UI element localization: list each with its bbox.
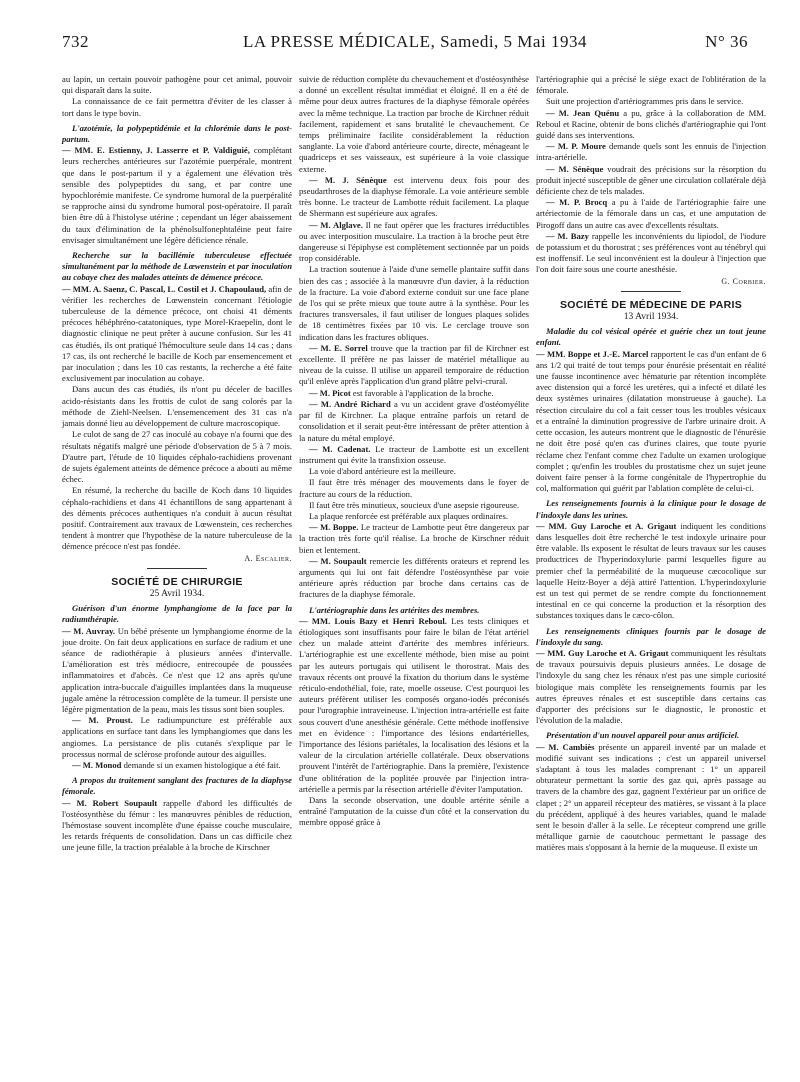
section-divider <box>621 291 681 292</box>
speaker-name: — M. Monod <box>72 759 122 770</box>
article-bacillemie <box>62 250 292 384</box>
article-title: L'artériographie dans les artérites des membres. <box>309 604 480 615</box>
paragraph <box>299 522 529 556</box>
signature: G. Corbier. <box>721 276 766 286</box>
paragraph <box>299 444 529 466</box>
article-authors: — M. Auvray. <box>62 625 116 636</box>
article-authors: — M. Cambiès <box>536 741 595 752</box>
page-number: 732 <box>62 32 89 51</box>
article-text: rappelle d'abord les difficultés de l'ostéosynthèse du fémur : les manœuvres pénibles de réduction, l'hémostase souvent incomplète d'une épaisse couche musculaire, les retards fréquents de consolidation. Dans un cas difficile chez une jeune fille, la traction préalable à la broche de Kirschner <box>62 797 292 853</box>
article-authors: — MM. Boppe et J.-E. Marcel <box>536 348 649 359</box>
speaker-name: — M. André Richard <box>309 398 391 409</box>
article-title: A propos du traitement sanglant des fractures de la diaphyse fémorale. <box>62 775 292 797</box>
paragraph <box>536 164 766 198</box>
speaker-name: — M. J. Sénèque <box>309 174 387 185</box>
article-text: indiquent les conditions dans lesquelles doit être recherché le test indoxyle urinaire pour être valable. Ils exposent le résultat de leurs travaux sur les causes productrices de l'hyperindoxylurie parmi lesquelles figure au premier chef la perméabilité de la muqueuse cæcocolique sur laquelle Heitz-Boyer a déjà attiré l'attention. L'hyperindoxylurie est un test qui permet de se rendre compte du fonctionnement intestinal en ce qui concerne la production et la résorption des substances toxiques dans le cæco-côlon. <box>536 520 766 621</box>
article-text: complétant leurs recherches antérieures sur l'azotémie puerpérale, montrent que dans le post-partum il y a également une élévation très sensible des polypeptides du sang, et par contre une hypochlorémie manifeste. Ce syndrome humoral de la puerpéralité se rapproche ainsi du syndrome humoral post-opératoire. Il paraît bien être dû à l'histolyse utérine ; cependant un léger abaissement du taux d'élimination de la phénolsulfonephtaléine peut faire envisager simultanément une légère déficience rénale. <box>62 145 292 245</box>
speaker-text: a vu un accident grave d'ostéomyélite par fil de Kirchner. La plaque entraîne parfois un retard de consolidation et il serait peut-être intéressant de prêter attention à la nature du métal employé. <box>299 398 529 443</box>
article-title: Les renseignements cliniques fournis par le dosage de l'indoxyle du sang. <box>536 625 766 647</box>
section-heading: SOCIÉTÉ DE CHIRURGIE <box>111 575 243 588</box>
signature: A. Escalier. <box>244 553 292 563</box>
paragraph <box>299 175 529 220</box>
article-text: présente un appareil inventé par un malade et modifié suivant ses indications ; c'est un appareil universel s'adaptant à tous les malades comprenant : 1° un appareil obturateur permettant la sortie des gaz qui, après passage au travers de la chambre des gaz, gagnent l'extérieur par un orifice de clapet ; 2° un appareil récepteur des matières, se vissant à la place du précédent, appliqué à des heures variables, quand le malade sent le besoin d'aller à la selle. Le récepteur comprend une grille métallique garnie de caoutchouc permettant le passage des matières mais s'opposant à la hernie de la muqueuse. Il existe un <box>536 741 767 853</box>
speaker-text: voudrait des précisions sur la résorption du produit injecté susceptible de gêner une circulation collatérale déjà déficiente chez de tels malades. <box>536 163 766 197</box>
article-text: communiquent les résultats de travaux poursuivis depuis plusieurs années. Le dosage de l'indoxyle du sang chez les rénaux n'est pas une simple curiosité biologique mais complète les renseignements fournis par les autres épreuves rénales et est susceptible dans certains cas d'apporter des précisions sur le diagnostic, le pronostic et l'évolution de la maladie. <box>536 647 766 726</box>
speaker-name: — M. E. Sorrel <box>309 342 368 353</box>
paragraph: La traction soutenue à l'aide d'une semelle plantaire suffit dans bien des cas ; associée à la manœuvre d'un davier, à la réduction de la fracture. La voie d'abord externe conduit sur une face plane de l'os qui se prête mieux que toute autre à la synthèse. Pour les fractures transversales, il faut utiliser de longues plaques solides de 18 centimètres fixées par 10 vis. Le cerclage trouve son indication dans les fractures obliques. <box>299 264 529 342</box>
article-authors: — MM. Louis Bazy et Henri Reboul. <box>299 615 447 626</box>
speaker-name: — M. Boppe. <box>309 522 359 533</box>
speaker-name: — M. Soupault <box>309 555 367 566</box>
article-title: Les renseignements fournis à la clinique pour le dosage de l'indoxyle dans les urines. <box>536 498 766 520</box>
section-heading: SOCIÉTÉ DE MÉDECINE DE PARIS <box>559 298 743 311</box>
paragraph: au lapin, un certain pouvoir pathogène pour cet animal, pouvoir qui disparaît dans la suite. <box>62 74 292 96</box>
paragraph: La connaissance de ce fait permettra d'éviter de les classer à tort dans le type bovin. <box>62 96 292 118</box>
speaker-name: — M. Jean Quénu <box>546 107 620 118</box>
speaker-text: Le radiumpuncture est préférable aux applications en surface tant dans les lymphangiomes que dans les angiomes. La persistance de plis cutanés s'explique par le processus normal de sclérose profonde autour des aiguilles. <box>62 715 292 759</box>
paragraph <box>299 343 529 388</box>
speaker-text: trouve que la traction par fil de Kirchner est excellente. Il préfère ne pas laisser de matériel métallique au niveau de la cuisse. Il utilise un appareil temporaire de réduction qu'il enlève après l'application d'un grand plâtre pelvi-crural. <box>299 342 529 387</box>
paragraph <box>299 556 529 601</box>
speaker-text: Le tracteur de Lambotte peut être dangereux par la traction très forte qu'il réalise. La broche de Kirschner réduit bien et lentement. <box>299 522 529 555</box>
article-lymphangiome <box>62 603 292 715</box>
column-right <box>536 74 766 854</box>
speaker-text: a pu à l'aide de l'artériographie faire une artériectomie de la fémorale dans un cas, et une amputation de Pirogoff dans un autre cas avec d'excellents résultats. <box>536 197 766 230</box>
paragraph <box>299 220 529 265</box>
journal-title: LA PRESSE MÉDICALE, Samedi, 5 Mai 1934 <box>243 32 587 51</box>
article-authors: — M. Robert Soupault <box>62 797 158 808</box>
article-traitement <box>62 775 292 853</box>
page-header <box>62 32 748 60</box>
article-appareil <box>536 730 766 853</box>
section-date: 25 Avril 1934. <box>149 588 205 599</box>
speaker-name: — M. Cadenat. <box>309 443 371 454</box>
speaker-name: — M. Picot <box>309 387 351 398</box>
article-authors: — MM. Guy Laroche et A. Grigaut <box>536 647 669 658</box>
article-azotemie <box>62 123 292 246</box>
article-title: Guérison d'un énorme lymphangiome de la face par la radiumthérapie. <box>62 603 292 625</box>
article-title: L'azotémie, la polypeptidémie et la chlorémie dans le post-partum. <box>62 122 292 145</box>
article-title: Présentation d'un nouvel appareil pour anus artificiel. <box>546 730 740 741</box>
speaker-text: remercie les différents orateurs et reprend les arguments qui lui ont fait défendre l'ostéosynthèse par voie antérieure après réduction par broche dans certains cas de fractures de la diaphyse fémorale. <box>299 555 529 600</box>
article-indoxyle-sang <box>536 626 766 727</box>
paragraph <box>536 197 766 231</box>
article-text: afin de vérifier les recherches de Lœwenstein concernant l'étiologie tuberculeuse de la démence précoce, ont choisi 41 déments précoces hébéphréno-catatoniques, type Morel-Kraepelin, dont le diagnostic clinique ne peut prêter à aucune confusion. Sur les 41 cas étudiés, ils ont pratiqué l'hémoculture seule dans 14 cas ; dans 17 cas, ils ont recherché le bacille de Koch par ensemencement et par inoculation ; dans les 10 cas restants, la recherche a été faite exclusivement par inoculation au cobaye. <box>62 283 293 384</box>
paragraph: Il faut être très minutieux, soucieux d'une asepsie rigoureuse. <box>309 499 520 510</box>
article-text: Les tests cliniques et étiologiques sont insuffisants pour faire le bilan de l'état artériel chez un malade atteint d'artérite des membres inférieurs. L'artériographie est une excellente méthode, bien mise au point par les auteurs portugais qui utilisent le thorostrat. Mais des travaux récents ont prouvé la fixation du thorium dans le système réticulo-endothélial, foie, rate, moelle osseuse. C'est pourquoi les auteurs préfèrent utiliser les composés organo-iodés préconisés pour l'urographie intraveineuse. L'injection intra-artérielle est faite sous couvert d'une anesthésie générale. Cette méthode inoffensive met en évidence : l'importance des lésions endartérielles, l'importance des lésions pariétales, la localisation des lésions et la valeur de la circulation artérielle collatérale. Deux observations prouvent l'intérêt de l'artériographie. Dans la première, l'existence d'une oblitération de la poplitée prouvée par l'injection intra-artérielle a permis par la résection artérielle d'éviter l'amputation. <box>299 615 529 794</box>
speaker-name: — M. Bazy <box>546 230 589 241</box>
speaker-text: est favorable à l'application de la broche. <box>352 387 494 398</box>
paragraph <box>536 231 766 276</box>
speaker-name: — M. P. Moure <box>546 141 606 152</box>
issue-number: N° 36 <box>705 32 748 51</box>
speaker-text: Il ne faut opérer que les fractures irréductibles ou avec interposition musculaire. La traction à la broche peut être dangereuse si l'épiphyse est complètement sectionnée par un poids trop considérable. <box>299 219 530 264</box>
speaker-text: a pu, grâce à la collaboration de MM. Reboul et Racine, obtenir de bons clichés d'artériographie qui l'ont guidé dans ses interventions. <box>536 107 766 141</box>
paragraph: En résumé, la recherche du bacille de Koch dans 10 liquides céphalo-rachidiens et dans 41 échantillons de sang appartenant à des déments précoces authentiques n'a conduit à aucun résultat positif. Contrairement aux travaux de Lœwenstein, ces recherches tendent à montrer que l'hypothèse de la nature tuberculeuse de la démence précoce n'est pas fondée. <box>62 485 292 552</box>
section-divider <box>147 568 207 569</box>
article-col-vesical <box>536 326 766 494</box>
paragraph <box>536 141 766 163</box>
speaker-name: — M. Sénèque <box>546 163 604 174</box>
speaker-name: — M. P. Brocq <box>546 197 608 208</box>
paragraph <box>299 388 529 399</box>
paragraph: La plaque renforcée est préférable aux plaques ordinaires. <box>309 510 508 521</box>
speaker-text: demande quels sont les ennuis de l'injection intra-artérielle. <box>536 141 766 163</box>
article-text: Un bébé présente un lymphangiome énorme de la joue droite. On fait deux applications en surface de radium et une séance de radiothérapie à plusieurs années d'intervalle. L'amélioration est très médiocre, entrecoupée de poussées inflammatoires et d'abcès. Ce n'est que 12 ans après qu'une application intra-buccale d'aiguilles implantées dans la muqueuse jugale amène la rétrocession complète de la tumeur. Il persiste une légère pigmentation de la peau, mais les tissus sont bien souples. <box>62 625 292 714</box>
speaker-name: — M. Proust. <box>72 715 133 726</box>
article-authors: — MM. Guy Laroche et A. Grigaut <box>536 520 677 531</box>
paragraph: Il faut être très ménager des mouvements dans le foyer de fracture au cours de la réduction. <box>299 477 529 499</box>
column-middle <box>299 74 529 829</box>
paragraph: La voie d'abord antérieure est la meilleure. <box>309 466 456 477</box>
article-indoxyle-urines <box>536 498 766 621</box>
article-title: Recherche sur la bacillémie tuberculeuse effectuée simultanément par la méthode de Lœwenstein et par inoculation au cobaye chez des malades atteints de démence précoce. <box>62 250 292 283</box>
column-left <box>62 74 292 854</box>
paragraph <box>536 108 766 142</box>
paragraph: suivie de réduction complète du chevauchement et d'ostéosynthèse a donné un excellent résultat immédiat et éloigné. Il en a été de même pour deux autres fractures de la diaphyse fémorale opérées avec la même technique. La traction par broche de Kirchner réduit facilement, rapidement et sans brutalité le chevauchement. Ce temps préliminaire facilite considérablement la réduction sanglante. La voie d'abord antérieure courte, directe, ménageant le quadriceps et ses vaisseaux, est supérieure à la voie classique externe. <box>299 74 529 174</box>
speaker-text: rappelle les inconvénients du lipiodol, de l'iodure de potassium et du thorostrat ; ses préférences vont au ténébryl qui est inoffensif. Le seul inconvénient est la douleur à l'injection que l'on doit faire sous une courte anesthésie. <box>536 230 766 275</box>
paragraph <box>299 399 529 444</box>
speaker-text: Le tracteur de Lambotte est un excellent instrument qui évite la transfixion osseuse. <box>299 443 529 465</box>
section-date: 13 Avril 1934. <box>623 312 679 323</box>
paragraph: Dans la seconde observation, une double artérite sénile a entraîné l'amputation de la cuisse d'un côté et la conservation du membre opposé grâce à <box>299 795 529 828</box>
speaker-name: — M. Alglave. <box>309 219 363 230</box>
article-arteriographie <box>299 605 529 795</box>
speaker-text: est intervenu deux fois pour des pseudarthroses de la diaphyse fémorale. La voie antérieure semble très bonne. Le tracteur de Lambotte réduit facilement. La plaque de Shermann est supérieure aux agrafes. <box>299 174 529 219</box>
speaker-text: demande si un examen histologique a été fait. <box>123 759 281 770</box>
paragraph <box>62 760 292 771</box>
article-title: Maladie du col vésical opérée et guérie chez un tout jeune enfant. <box>536 326 766 348</box>
article-authors: — MM. A. Saenz, C. Pascal, L. Costil et J. Chapoulaud, <box>62 283 267 294</box>
paragraph <box>62 715 292 760</box>
article-text: rapportent le cas d'un enfant de 6 ans 1/2 qui traité de tout temps pour énurésie présentait en réalité une fausse incontinence avec hématurie par rétention incomplète avec distension qui a forcé les uretères, qui a infecté et dilaté les deux systèmes urinaires (dilatation monstrueuse à gauche). La résection circulaire du col a fait cesser tous les troubles vésicaux et a entraîné la diminution progressive de l'arbre urinaire droit. A cette occasion, les auteurs montrent que le diagnostic de l'énurésie ne doit être posé qu'en cas d'urines claires, que toute pyurie réclame chez l'enfant comme chez l'adulte un examen urologique complet ; qu'enfin les troubles du prostatisme chez un sujet jeune doivent faire penser à la forme congénitale de l'hypertrophie du col, malformation qui guérit par l'ablation complète de celui-ci. <box>536 348 766 494</box>
article-authors: — MM. E. Estienny, J. Lasserre et P. Valdiguié, <box>62 145 250 156</box>
paragraph: l'artériographie qui a précisé le siège exact de l'oblitération de la fémorale. <box>536 74 766 96</box>
paragraph: Dans aucun des cas étudiés, ils n'ont pu déceler de bacilles acido-résistants dans les frottis de culot de sang colorés par la méthode de Ziehl-Neelsen. L'ensemencement des 31 cas n'a jamais donné lieu au développement de culture macroscopique. <box>62 384 292 429</box>
paragraph: Suit une projection d'artériogrammes pris dans le service. <box>546 96 744 107</box>
paragraph: Le culot de sang de 27 cas inoculé au cobaye n'a fourni que des résultats négatifs malgré une période d'observation de 5 à 7 mois. D'autre part, l'étude de 10 liquides céphalo-rachidiens provenant de sujets également atteints de démence précoce a abouti au même échec. <box>62 429 292 485</box>
